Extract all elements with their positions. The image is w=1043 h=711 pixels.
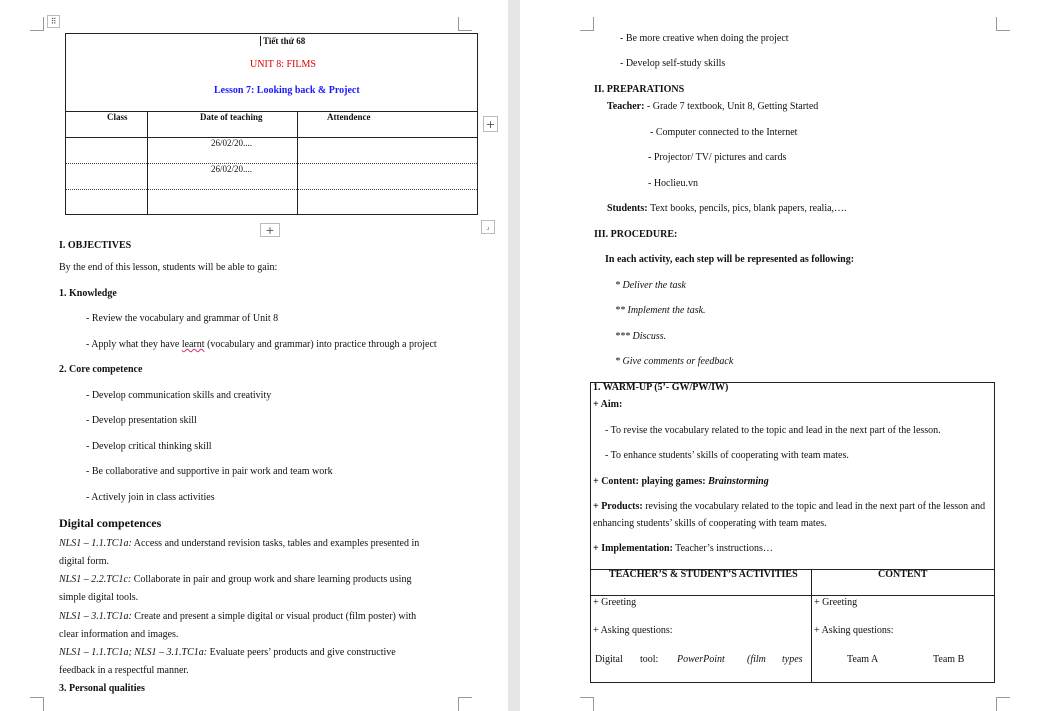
text-run: Evaluate peers’ products and give constructive <box>207 647 396 658</box>
table-cell: + Asking questions: <box>593 625 673 636</box>
text-run: revising the vocabulary related to the topic and lead in the next part of the lesson and <box>642 501 986 512</box>
crop-mark <box>580 17 594 31</box>
list-item: - Actively join in class activities <box>86 492 215 503</box>
date-cell[interactable]: 26/02/20.... <box>211 138 253 148</box>
competence-code: NLS1 – 2.2.TC1c: <box>59 574 132 585</box>
header-table <box>65 33 478 215</box>
table-move-handle[interactable]: ⠿ <box>47 15 60 28</box>
column-header-attendance: Attendence <box>327 112 371 122</box>
spelling-flag[interactable]: learnt <box>181 339 205 350</box>
list-item: - Review the vocabulary and grammar of Unit 8 <box>86 313 279 324</box>
list-item: - Be more creative when doing the project <box>620 33 789 44</box>
add-column-button[interactable]: + <box>483 116 498 132</box>
crop-mark <box>30 17 44 31</box>
table-cell: + Greeting <box>593 597 637 608</box>
paragraph: simple digital tools. <box>59 592 139 603</box>
table-resize-handle[interactable]: ⌟ <box>481 220 495 234</box>
list-item: - Computer connected to the Internet <box>650 127 798 138</box>
lesson-number: Tiết thứ 68 <box>260 36 305 46</box>
step-item: * Give comments or feedback <box>615 356 734 367</box>
paragraph: enhancing students’ skills of cooperating with team mates. <box>593 518 827 529</box>
unit-title: UNIT 8: FILMS <box>250 59 316 70</box>
label: + Products: <box>593 501 643 512</box>
list-item <box>86 339 437 350</box>
text-run: types <box>782 654 803 665</box>
column-header-activities: TEACHER’S & STUDENT’S ACTIVITIES <box>609 569 798 580</box>
section-heading: I. OBJECTIVES <box>59 240 132 251</box>
label: + Aim: <box>593 399 623 410</box>
paragraph: By the end of this lesson, students will be able to gain: <box>59 262 278 273</box>
step-item: ** Implement the task. <box>615 305 706 316</box>
paragraph <box>607 203 847 214</box>
list-item: - To revise the vocabulary related to the topic and lead in the next part of the lesson. <box>605 425 941 436</box>
text-run: (film <box>747 654 766 665</box>
crop-mark <box>458 17 472 31</box>
list-item: - Be collaborative and supportive in pair work and team work <box>86 466 333 477</box>
paragraph <box>59 574 411 585</box>
text-run: (vocabulary and grammar) into practice through a project <box>204 339 437 350</box>
paragraph <box>593 476 769 487</box>
column-header-class: Class <box>107 112 128 122</box>
table-cell: Team B <box>933 654 965 665</box>
divider <box>811 569 812 683</box>
paragraph <box>59 611 416 622</box>
list-item: - Hoclieu.vn <box>648 178 698 189</box>
paragraph: In each activity, each step will be represented as following: <box>605 254 855 265</box>
subheading: 3. Personal qualities <box>59 683 145 694</box>
text-run: Text books, pencils, pics, blank papers, realia,…. <box>650 203 847 214</box>
list-item: - To enhance students’ skills of cooperating with team mates. <box>605 450 849 461</box>
text-run: - Grade 7 textbook, Unit 8, Getting Started <box>646 101 819 112</box>
text-run: - Apply what they have <box>86 339 182 350</box>
competence-code: NLS1 – 3.1.TC1a: <box>59 611 132 622</box>
paragraph <box>593 543 773 554</box>
crop-mark <box>30 697 44 711</box>
divider <box>591 595 994 596</box>
document-page-right <box>520 0 1043 711</box>
paragraph <box>59 647 396 658</box>
table-cell: + Greeting <box>814 597 858 608</box>
paragraph: feedback in a respectful manner. <box>59 665 189 676</box>
crop-mark <box>458 697 472 711</box>
text-run: Collaborate in pair and group work and share learning products using <box>131 574 412 585</box>
warmup-heading: 1. WARM-UP (5’- GW/PW/IW) <box>593 382 729 393</box>
label: Teacher: <box>607 101 647 112</box>
section-heading: III. PROCEDURE: <box>594 229 678 240</box>
subheading: 1. Knowledge <box>59 288 117 299</box>
label: + Implementation: <box>593 543 673 554</box>
competence-code: NLS1 – 1.1.TC1a: <box>59 538 132 549</box>
subheading: 2. Core competence <box>59 364 143 375</box>
list-item: - Develop communication skills and creativity <box>86 390 272 401</box>
crop-mark <box>996 697 1010 711</box>
paragraph <box>59 538 419 549</box>
document-page-left <box>0 0 508 711</box>
divider <box>297 111 298 215</box>
paragraph: clear information and images. <box>59 629 179 640</box>
text-run: Create and present a simple digital or visual product (film poster) with <box>131 611 417 622</box>
text-run: Access and understand revision tasks, tables and examples presented in <box>131 538 420 549</box>
add-row-button[interactable]: + <box>260 223 280 237</box>
lesson-title: Lesson 7: Looking back & Project <box>214 85 360 96</box>
crop-mark <box>996 17 1010 31</box>
label: Students: <box>607 203 651 214</box>
paragraph <box>593 501 985 512</box>
section-heading: II. PREPARATIONS <box>594 84 685 95</box>
text-run: Teacher’s instructions… <box>672 543 773 554</box>
label: + Content: playing games: <box>593 476 709 487</box>
divider <box>147 111 148 215</box>
list-item: - Develop critical thinking skill <box>86 441 212 452</box>
list-item: - Projector/ TV/ pictures and cards <box>648 152 787 163</box>
list-item: - Develop self-study skills <box>620 58 726 69</box>
paragraph: digital form. <box>59 556 109 567</box>
column-header-content: CONTENT <box>878 569 928 580</box>
text-run: Digital <box>595 654 623 665</box>
warmup-table <box>590 382 995 683</box>
competence-code: NLS1 – 1.1.TC1a; NLS1 – 3.1.TC1a: <box>59 647 208 658</box>
text-run: PowerPoint <box>677 654 725 665</box>
paragraph <box>607 101 818 112</box>
crop-mark <box>580 697 594 711</box>
divider <box>66 189 477 190</box>
list-item: - Develop presentation skill <box>86 415 197 426</box>
column-header-date: Date of teaching <box>200 112 263 122</box>
step-item: * Deliver the task <box>615 280 686 291</box>
divider <box>66 163 477 164</box>
page-gutter <box>508 0 520 711</box>
date-cell[interactable]: 26/02/20.... <box>211 164 253 174</box>
text-run: tool: <box>640 654 659 665</box>
subheading: Digital competences <box>59 516 162 530</box>
text-run: Brainstorming <box>708 476 769 487</box>
table-cell: + Asking questions: <box>814 625 894 636</box>
table-cell: Team A <box>847 654 879 665</box>
step-item: *** Discuss. <box>615 331 667 342</box>
divider <box>66 137 477 138</box>
